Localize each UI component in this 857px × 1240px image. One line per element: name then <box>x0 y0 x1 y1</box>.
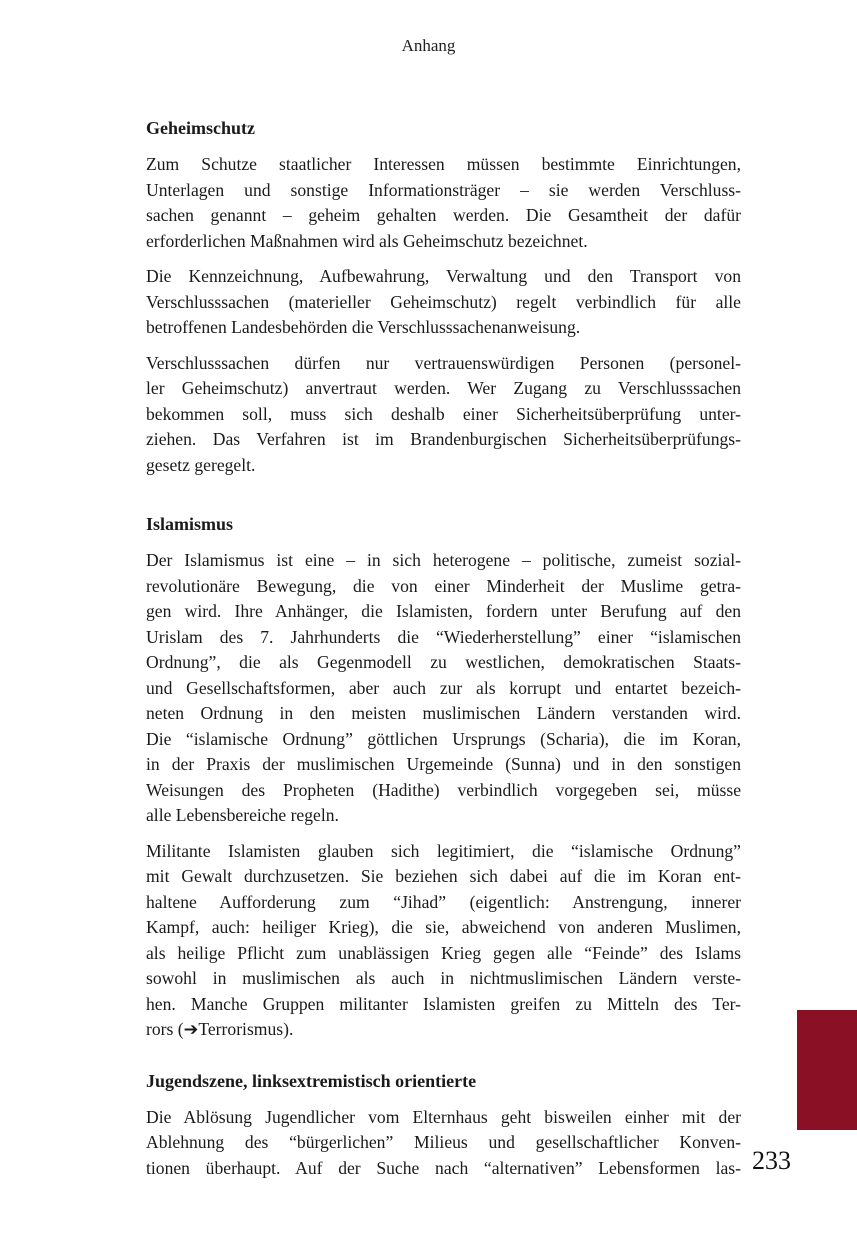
section-title: Islamismus <box>146 514 234 534</box>
text-line: haltene Aufforderung zum “Jihad” (eigentlich: Anstrengung, innerer <box>146 891 741 912</box>
text-line: Die Kennzeichnung, Aufbewahrung, Verwaltung und den Transport von <box>146 266 741 286</box>
text-line: gesetz geregelt. <box>146 454 256 475</box>
paragraph <box>146 264 741 341</box>
text-line: mit Gewalt durchzusetzen. Sie beziehen sich dabei auf die im Koran ent- <box>146 866 741 886</box>
text-line: Ordnung”, die als Gegenmodell zu westlichen, demokratischen Staats- <box>146 652 741 672</box>
section-jugendszene <box>146 1069 741 1182</box>
paragraph <box>146 548 741 829</box>
section-islamismus <box>146 512 741 1043</box>
text-line: Ablehnung des “bürgerlichen” Milieus und gesellschaftlicher Konven- <box>146 1132 741 1152</box>
text-line: gen wird. Ihre Anhänger, die Islamisten, fordern unter Berufung auf den <box>146 601 741 621</box>
page-number: 233 <box>752 1146 791 1175</box>
text-line: alle Lebensbereiche regeln. <box>146 805 339 825</box>
paragraph <box>146 351 741 479</box>
text-line: Die Ablösung Jugendlicher vom Elternhaus geht bisweilen einher mit der <box>146 1106 741 1127</box>
section-title: Jugendszene, linksextremistisch orientierte <box>146 1070 477 1091</box>
text-line: sachen genannt – geheim gehalten werden. Die Gesamtheit der dafür <box>146 205 741 225</box>
text-line: in der Praxis der muslimischen Urgemeinde (Sunna) und in den sonstigen <box>146 754 741 774</box>
text-line: neten Ordnung in den meisten muslimischen Ländern verstanden wird. <box>146 703 741 723</box>
text-line: betroffenen Landesbehörden die Verschlusssachenanweisung. <box>146 317 581 337</box>
text-line: Militante Islamisten glauben sich legitimiert, die “islamische Ordnung” <box>146 840 741 861</box>
text-line: Verschlusssachen dürfen nur vertrauenswürdigen Personen (personel- <box>146 352 741 373</box>
text-line: tionen überhaupt. Auf der Suche nach “alternativen” Lebensformen las- <box>146 1157 741 1178</box>
page-body <box>146 116 741 1215</box>
text-line: Kampf, auch: heiliger Krieg), die sie, abweichend von anderen Muslimen, <box>146 917 741 937</box>
text-line: Verschlusssachen (materieller Geheimschutz) regelt verbindlich für alle <box>146 291 741 312</box>
text-line: Der Islamismus ist eine – in sich heterogene – politische, zumeist sozial- <box>146 550 741 570</box>
text-line: Zum Schutze staatlicher Interessen müssen bestimmte Einrichtungen, <box>146 154 741 174</box>
text-line: hen. Manche Gruppen militanter Islamisten greifen zu Mitteln des Ter- <box>146 993 741 1014</box>
text-line: Die “islamische Ordnung” göttlichen Ursprungs (Scharia), die im Koran, <box>146 728 741 749</box>
text-line: Weisungen des Propheten (Hadithe) verbindlich vorgegeben sei, müsse <box>146 779 741 800</box>
text-line: ziehen. Das Verfahren ist im Brandenburgischen Sicherheitsüberprüfungs- <box>146 429 741 449</box>
text-line: sowohl in muslimischen als auch in nichtmuslimischen Ländern verste- <box>146 968 741 988</box>
text-line: als heilige Pflicht zum unablässigen Krieg gegen alle “Feinde” des Islams <box>146 942 741 963</box>
text-line: und Gesellschaftsformen, aber auch zur als korrupt und entartet bezeich- <box>146 677 741 698</box>
text-line: erforderlichen Maßnahmen wird als Geheimschutz bezeichnet. <box>146 230 588 251</box>
text-line: revolutionäre Bewegung, die von einer Minderheit der Muslime getra- <box>146 575 741 596</box>
section-title: Geheimschutz <box>146 118 255 138</box>
paragraph <box>146 839 741 1043</box>
text-line: Urislam des 7. Jahrhunderts die “Wiederherstellung” einer “islamischen <box>146 626 741 647</box>
text-line: Unterlagen und sonstige Informationsträger – sie werden Verschluss- <box>146 179 741 200</box>
text-line: bekommen soll, muss sich deshalb einer Sicherheitsüberprüfung unter- <box>146 403 741 424</box>
paragraph <box>146 1105 741 1182</box>
running-head: Anhang <box>401 36 456 55</box>
text-line: ler Geheimschutz) anvertraut werden. Wer Zugang zu Verschlusssachen <box>146 378 741 398</box>
chapter-thumb-tab <box>797 1010 857 1130</box>
section-geheimschutz <box>146 116 741 478</box>
paragraph <box>146 152 741 254</box>
text-line: rors (➔Terrorismus). <box>146 1019 294 1039</box>
